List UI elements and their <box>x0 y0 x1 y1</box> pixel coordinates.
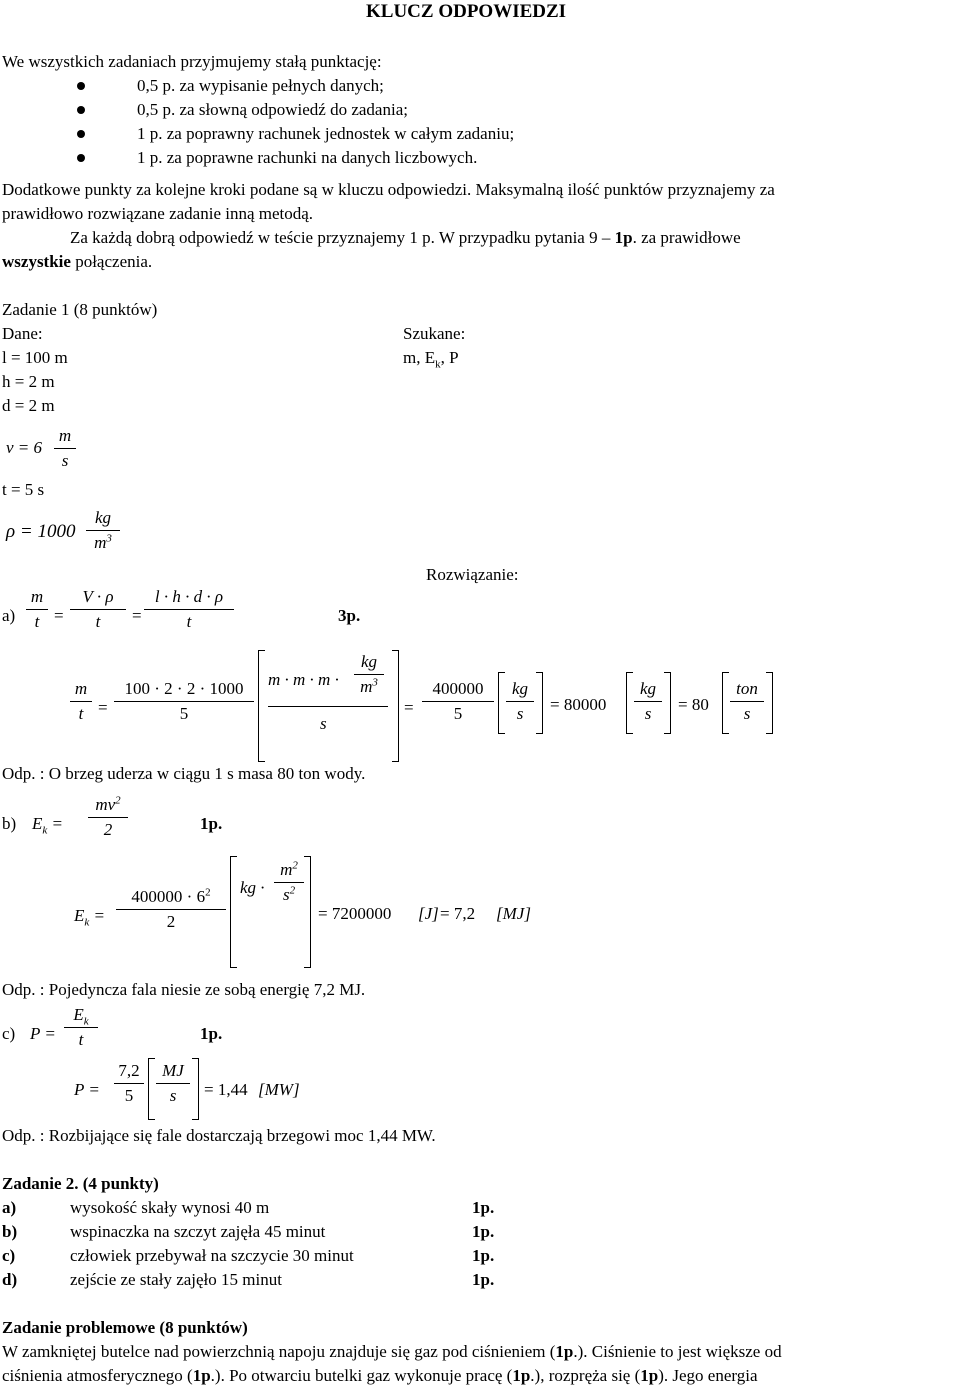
task2-item-text: wspinaczka na szczyt zajęła 45 minut <box>70 1222 326 1241</box>
task2-item-points: 1p. <box>472 1222 495 1241</box>
bracket-right <box>766 672 773 734</box>
a-points: 3p. <box>338 606 361 625</box>
bullet-item: 0,5 p. za wypisanie pełnych danych; <box>137 76 384 95</box>
task2-item-letter: a) <box>2 1198 17 1217</box>
part-c-label: c) <box>2 1024 16 1043</box>
b-Ek: $E_k$ = <box>32 814 64 837</box>
a-unit-mmm: m · m · m · <box>268 670 339 689</box>
v-unit-fraction: m s <box>54 424 76 473</box>
bracket-left <box>230 856 237 968</box>
task2-item-points: 1p. <box>472 1198 495 1217</box>
bullet-icon <box>77 82 85 90</box>
page-header: KLUCZ ODPOWIEDZI <box>366 1 567 22</box>
b-result2: = 7,2 <box>440 904 476 923</box>
given-v: v = 6 <box>6 438 43 457</box>
intro-line-4: Za każdą dobrą odpowiedź w teście przyznajemy 1 p. W przypadku pytania 9 – 1p. za prawidłowe <box>70 228 741 247</box>
a-unit-kg-m3: kg $m^3$ <box>354 650 384 699</box>
a-kg-s: kg s <box>506 677 534 726</box>
b-calc-fraction: $400000 \cdot 6^2$ 2 <box>116 885 226 934</box>
a-fraction-m-t: m t <box>26 585 48 634</box>
intro-line-3: prawidłowo rozwiązane zadanie inną metodą. <box>2 204 314 223</box>
given-h: h = 2 m <box>2 372 55 391</box>
bullet-icon <box>77 130 85 138</box>
a-unit-s: s <box>320 714 327 733</box>
solution-label: Rozwiązanie: <box>426 565 519 584</box>
answer-b: Odp. : Pojedyncza fala niesie ze sobą energię 7,2 MJ. <box>2 980 366 999</box>
a-fraction-lhdrho: l · h · d · ρ t <box>144 585 234 634</box>
intro-line-5: wszystkie połączenia. <box>2 252 153 271</box>
part-a-label: a) <box>2 606 16 625</box>
task2-item-text: wysokość skały wynosi 40 m <box>70 1198 270 1217</box>
task2-item-letter: b) <box>2 1222 18 1241</box>
b-points: 1p. <box>200 814 223 833</box>
c-points: 1p. <box>200 1024 223 1043</box>
bullet-icon <box>77 106 85 114</box>
b-result1: = 7200000 <box>318 904 392 923</box>
task2-item-text: człowiek przebywał na szczycie 30 minut <box>70 1246 354 1265</box>
a-400000-5: 400000 5 <box>422 677 494 726</box>
intro-line-1: We wszystkich zadaniach przyjmujemy stałą punktację: <box>2 52 382 71</box>
a-eq-3: = <box>98 698 108 717</box>
b-unit-m2-s2: $m^2$ $s^2$ <box>274 858 304 907</box>
task1-title: Zadanie 1 (8 punktów) <box>2 300 158 319</box>
bullet-item: 1 p. za poprawne rachunki na danych liczbowych. <box>137 148 478 167</box>
bracket-left <box>258 650 265 762</box>
a-eq-4: = <box>404 698 414 717</box>
bullet-item: 0,5 p. za słowną odpowiedź do zadania; <box>137 100 408 119</box>
sought-values: m, $E_k$, P <box>403 348 459 371</box>
b-MJ: [MJ] <box>496 904 531 923</box>
c-fraction-Ek-t: $E_k$ t <box>64 1003 98 1052</box>
a-calc-m-t: m t <box>70 677 92 726</box>
bracket-right <box>536 672 543 734</box>
bracket-right <box>392 650 399 762</box>
c-MJ-s: MJ s <box>156 1059 190 1108</box>
task3-title: Zadanie problemowe (8 punktów) <box>2 1318 248 1337</box>
bracket-right <box>664 672 671 734</box>
bullet-icon <box>77 154 85 162</box>
b-Ek-2: $E_k$ = <box>74 906 106 929</box>
b-unit-kg: kg · <box>240 878 265 897</box>
c-P: P = <box>30 1024 56 1043</box>
task3-line-1: W zamkniętej butelce nad powierzchnią napoju znajduje się gaz pod ciśnieniem (1p.). Ciśnienie to jest większe od <box>2 1342 782 1361</box>
task2-item-letter: c) <box>2 1246 16 1265</box>
a-eq-2: = <box>132 606 142 625</box>
c-MW: [MW] <box>258 1080 300 1099</box>
given-label: Dane: <box>2 324 43 343</box>
bracket-right <box>192 1058 199 1120</box>
a-eq-1: = <box>54 606 64 625</box>
bracket-left <box>626 672 633 734</box>
a-80000: = 80000 <box>550 695 607 714</box>
bracket-left <box>498 672 505 734</box>
a-fraction-vrho: V · ρ t <box>70 585 126 634</box>
task2-item-text: zejście ze stały zajęło 15 minut <box>70 1270 282 1289</box>
c-P-2: P = <box>74 1080 100 1099</box>
rho-unit-fraction: kg $m^3$ <box>86 506 120 555</box>
task2-title: Zadanie 2. (4 punkty) <box>2 1174 159 1193</box>
a-calc-fraction: 100 · 2 · 2 · 1000 5 <box>114 677 254 726</box>
answer-c: Odp. : Rozbijające się fale dostarczają brzegowi moc 1,44 MW. <box>2 1126 436 1145</box>
given-rho: ρ = 1000 <box>6 521 76 542</box>
c-calc-fraction: 7,2 5 <box>114 1059 144 1108</box>
sought-label: Szukane: <box>403 324 466 343</box>
a-unit-bar <box>268 706 388 707</box>
task2-item-points: 1p. <box>472 1246 495 1265</box>
intro-line-2: Dodatkowe punkty za kolejne kroki podane są w kluczu odpowiedzi. Maksymalną ilość punktów przyznajemy za <box>2 180 775 199</box>
part-b-label: b) <box>2 814 17 833</box>
given-l: l = 100 m <box>2 348 68 367</box>
b-fraction-mv2: $mv^2$ 2 <box>88 793 128 842</box>
given-d: d = 2 m <box>2 396 55 415</box>
bracket-left <box>148 1058 155 1120</box>
answer-a: Odp. : O brzeg uderza w ciągu 1 s masa 80 ton wody. <box>2 764 366 783</box>
a-kg-s-2: kg s <box>634 677 662 726</box>
task3-line-2: ciśnienia atmosferycznego (1p.). Po otwarciu butelki gaz wykonuje pracę (1p.), rozpręża się (1p). Jego energia <box>2 1366 758 1385</box>
bracket-left <box>722 672 729 734</box>
b-J: [J] <box>418 904 439 923</box>
bullet-item: 1 p. za poprawny rachunek jednostek w całym zadaniu; <box>137 124 515 143</box>
bracket-right <box>304 856 311 968</box>
a-80: = 80 <box>678 695 709 714</box>
given-t: t = 5 s <box>2 480 45 499</box>
a-ton-s: ton s <box>730 677 764 726</box>
task2-item-points: 1p. <box>472 1270 495 1289</box>
task2-item-letter: d) <box>2 1270 18 1289</box>
c-result: = 1,44 <box>204 1080 248 1099</box>
